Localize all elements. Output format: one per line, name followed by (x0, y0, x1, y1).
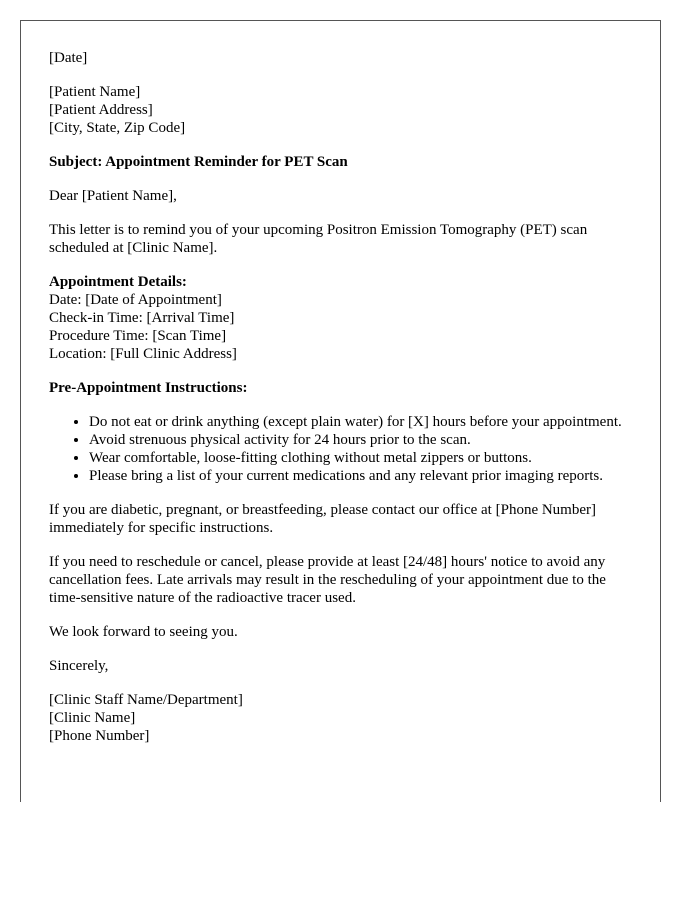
signature-staff: [Clinic Staff Name/Department] (49, 692, 243, 708)
reschedule-note: If you need to reschedule or cancel, please provide at least [24/48] hours' notice to avoid any cancellation fees. Late arrivals may result in the rescheduling of your appointment due to the time-sensitive nature of the radioactive tracer used. (49, 554, 606, 606)
instruction-item: • Avoid strenuous physical activity for 24 hours prior to the scan. (89, 431, 639, 449)
appointment-procedure-time: Procedure Time: [Scan Time] (49, 328, 227, 344)
instruction-item: • Wear comfortable, loose-fitting clothing without metal zippers or buttons. (89, 449, 639, 467)
appointment-check-in: Check-in Time: [Arrival Time] (49, 310, 235, 326)
letter-intro: This letter is to remind you of your upcoming Positron Emission Tomography (PET) scan scheduled at [Clinic Name]. (49, 222, 588, 256)
recipient-city-state-zip: [City, State, Zip Code] (49, 120, 186, 136)
instruction-item: • Do not eat or drink anything (except plain water) for [X] hours before your appointment. (89, 413, 639, 431)
closing-line: We look forward to seeing you. (49, 624, 238, 640)
letter-page (20, 20, 661, 802)
recipient-name: [Patient Name] (49, 84, 141, 100)
instruction-item: • Please bring a list of your current medications and any relevant prior imaging reports. (89, 467, 639, 485)
letter-date: [Date] (49, 50, 88, 66)
recipient-address-block (49, 83, 639, 137)
appointment-date: Date: [Date of Appointment] (49, 292, 222, 308)
signature-phone: [Phone Number] (49, 728, 150, 744)
appointment-details-heading: Appointment Details: (49, 274, 187, 290)
letter-subject: Subject: Appointment Reminder for PET Scan (49, 154, 348, 170)
instructions-heading: Pre-Appointment Instructions: (49, 380, 248, 396)
signature-clinic: [Clinic Name] (49, 710, 136, 726)
letter-greeting: Dear [Patient Name], (49, 188, 177, 204)
instructions-list (49, 413, 639, 485)
appointment-location: Location: [Full Clinic Address] (49, 346, 237, 362)
special-conditions-note: If you are diabetic, pregnant, or breastfeeding, please contact our office at [Phone Number] immediately for specific instructions. (49, 502, 596, 536)
sign-off: Sincerely, (49, 658, 109, 674)
recipient-address: [Patient Address] (49, 102, 153, 118)
appointment-details-section (49, 273, 639, 363)
letter-body (49, 49, 639, 761)
signature-block (49, 691, 639, 745)
